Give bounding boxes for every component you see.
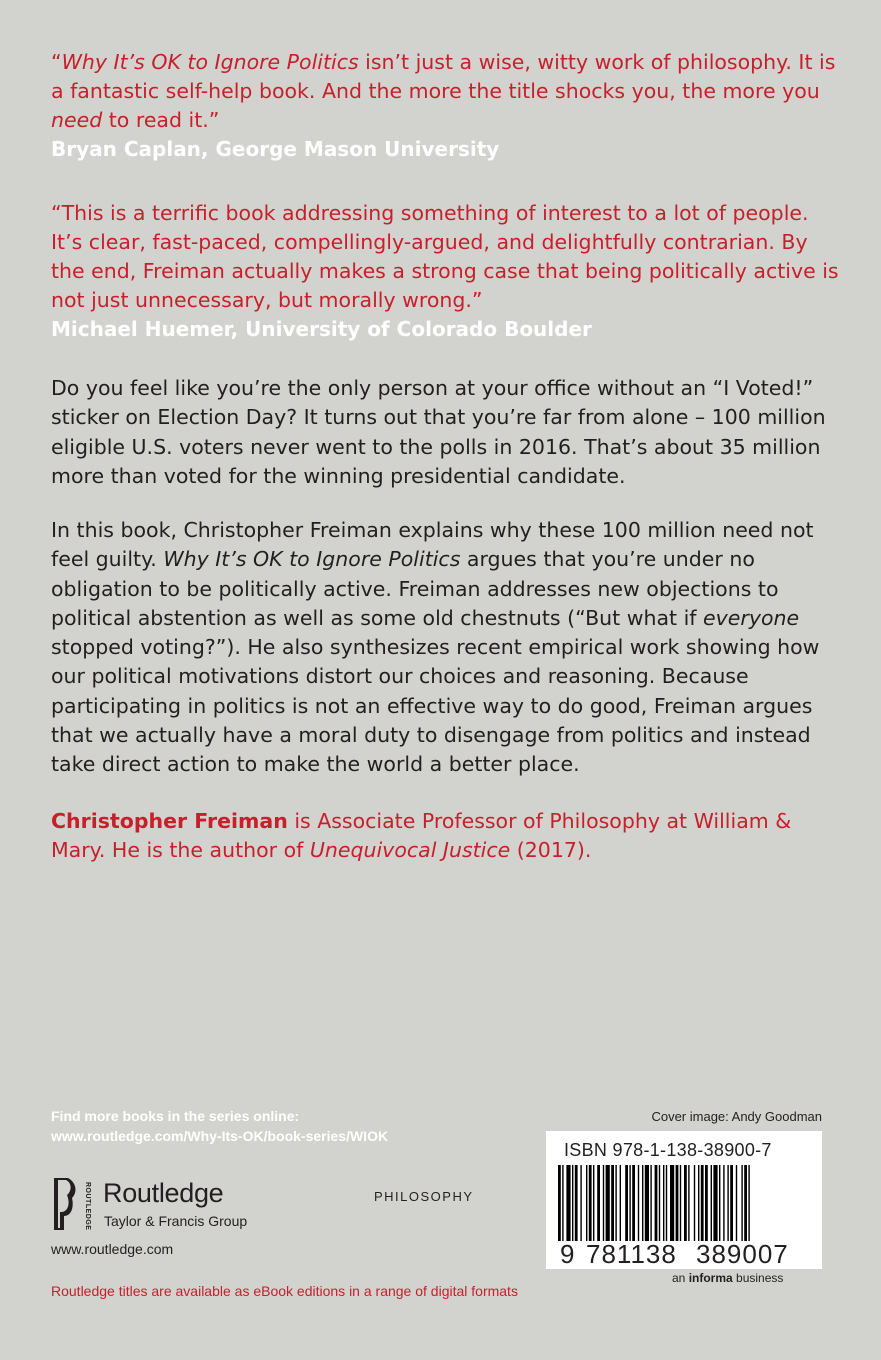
publisher-name: Routledge xyxy=(103,1178,224,1208)
quote-1 xyxy=(51,48,841,164)
author-bio xyxy=(51,807,841,866)
isbn-digits-right: 389007 xyxy=(696,1239,789,1267)
body-paragraph-2-text-c: stopped voting?”). He also synthesizes recent empirical work showing how our political motivations distort our choices and reasoning. Because participating in politics is not an effective way to do good, Freiman argues that we actually have a moral duty to disengage from politics and instead take direct action to make the world a better place. xyxy=(51,635,820,777)
informa-brand: informa xyxy=(688,1271,733,1285)
quote-1-text-b: to read it.” xyxy=(102,108,220,132)
author-bio-book: Unequivocal Justice xyxy=(309,838,511,863)
routledge-logo-side-text: ROUTLEDGE xyxy=(84,1182,91,1231)
author-bio-text-b: (2017). xyxy=(510,838,592,863)
body-paragraph-2 xyxy=(51,516,841,780)
quote-1-emphasis: need xyxy=(51,108,103,132)
informa-business xyxy=(672,1271,783,1285)
quote-2 xyxy=(51,199,841,344)
quote-1-text-a: isn’t just a wise, witty work of philosophy. It is a fantastic self-help book. And the more the title shocks you, the more you xyxy=(51,50,836,103)
body-paragraph-2-text-b: argues that you’re under no obligation to be politically active. Freiman addresses new objections to political abstention as well as some old chestnuts (“But what if xyxy=(51,547,779,630)
routledge-logo-icon xyxy=(50,1176,94,1232)
body-paragraph-2-text-a: In this book, Christopher Freiman explains why these 100 million need not feel guilty. xyxy=(51,518,814,572)
isbn-label: ISBN 978-1-138-38900-7 xyxy=(564,1140,772,1160)
quote-1-author: Bryan Caplan, George Mason University xyxy=(51,137,500,161)
series-info xyxy=(51,1106,388,1146)
isbn-digit-first: 9 xyxy=(560,1239,575,1267)
routledge-logo xyxy=(50,1176,94,1236)
author-bio-name: Christopher Freiman xyxy=(51,809,288,833)
isbn-digits-left: 781138 xyxy=(586,1239,677,1267)
subject-category: PHILOSOPHY xyxy=(374,1189,474,1204)
author-bio-text-a: is Associate Professor of Philosophy at William & Mary. He is the author of xyxy=(51,809,792,863)
informa-suffix: business xyxy=(732,1271,784,1285)
ebook-note: Routledge titles are available as eBook editions in a range of digital formats xyxy=(51,1283,518,1299)
quote-2-text: “This is a terrific book addressing something of interest to a lot of people. It’s clear, fast-paced, compellingly-argued, and delightfully contrarian. By the end, Freiman actually makes a strong case that being politically active is not just unnecessary, but morally wrong.” xyxy=(51,201,839,312)
barcode-icon xyxy=(556,1165,812,1267)
series-heading: Find more books in the series online: xyxy=(51,1108,300,1124)
quote-1-open: “ xyxy=(51,50,62,74)
cover-credit: Cover image: Andy Goodman xyxy=(651,1109,822,1124)
body-paragraph-2-emphasis: everyone xyxy=(703,605,800,630)
quote-1-book-title: Why It’s OK to Ignore Politics xyxy=(61,50,359,74)
informa-prefix: an xyxy=(672,1271,689,1285)
body-paragraph-2-book-title: Why It’s OK to Ignore Politics xyxy=(163,547,461,572)
publisher-website[interactable]: www.routledge.com xyxy=(51,1241,174,1257)
publisher-group: Taylor & Francis Group xyxy=(104,1213,248,1229)
quote-2-author: Michael Huemer, University of Colorado Boulder xyxy=(51,317,592,341)
isbn-barcode-box xyxy=(546,1131,822,1269)
body-paragraph-1: Do you feel like you’re the only person at your office without an “I Voted!” sticker on Election Day? It turns out that you’re far from alone – 100 million eligible U.S. voters never went to the polls in 2016. That’s about 35 million more than voted for the winning presidential candidate. xyxy=(51,376,826,488)
series-url[interactable]: www.routledge.com/Why-Its-OK/book-series/WIOK xyxy=(51,1128,389,1144)
